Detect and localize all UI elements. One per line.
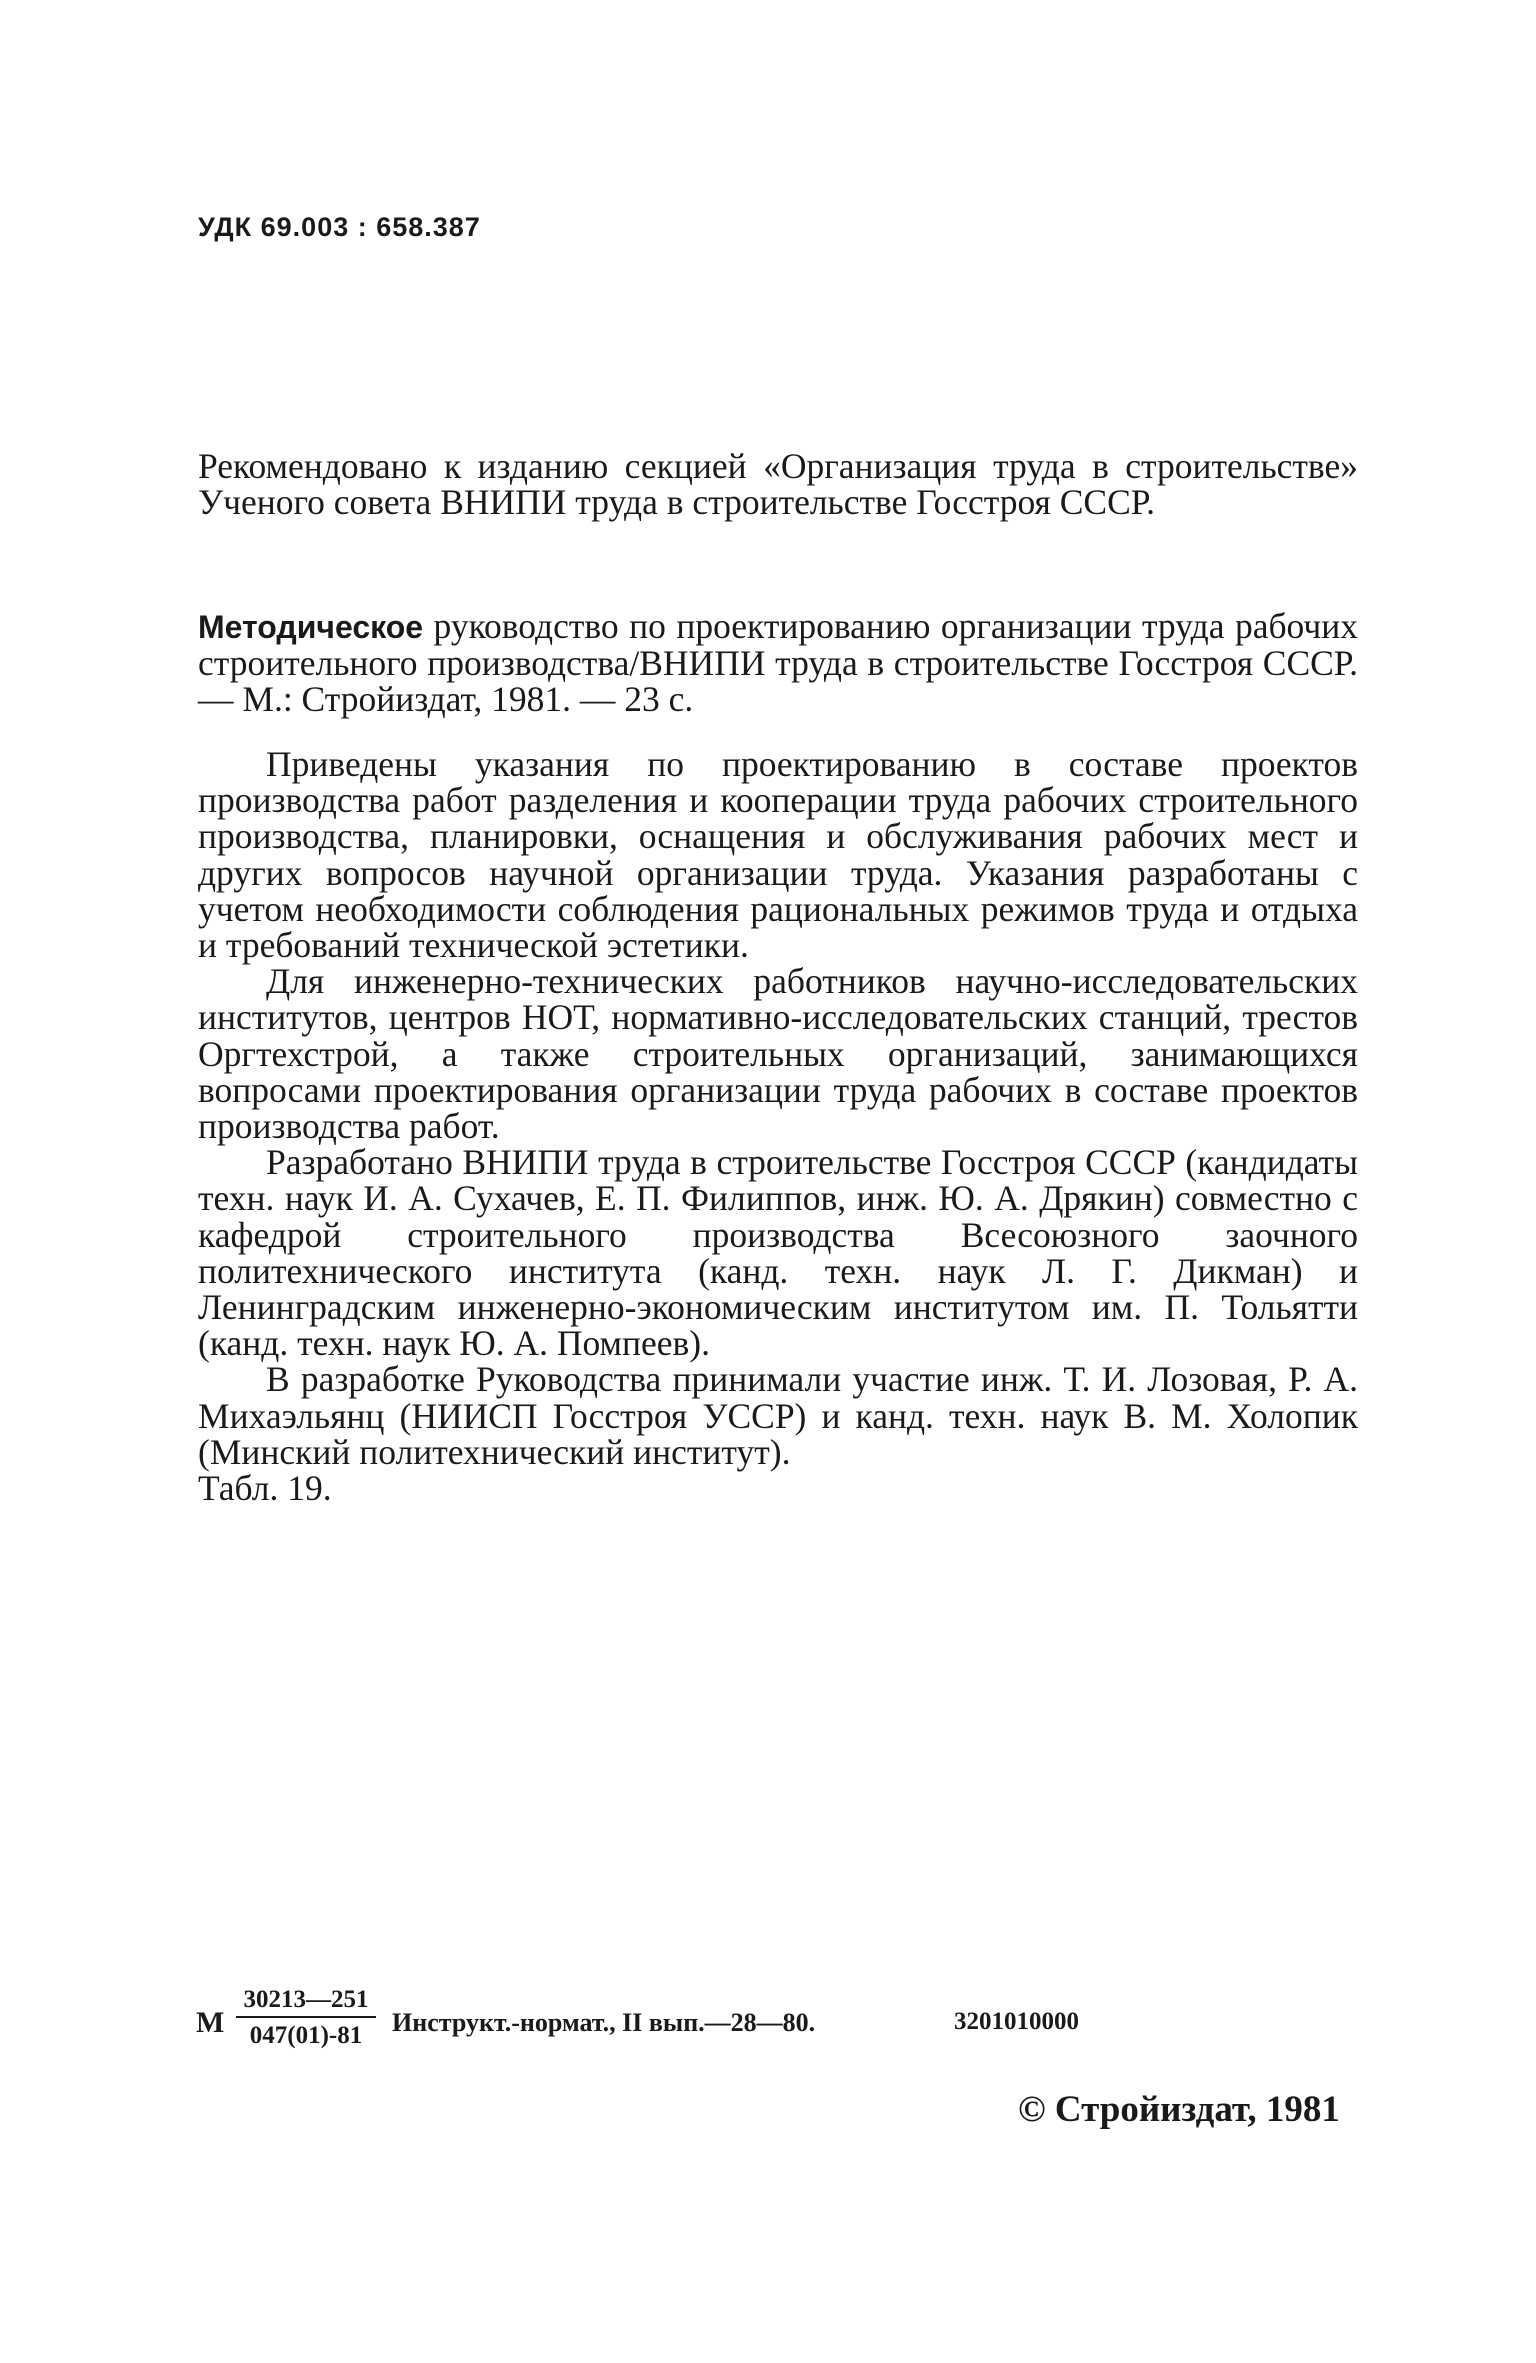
table-count: Табл. 19. bbox=[198, 1468, 332, 1509]
instruction-note: Инструкт.-нормат., II вып.—28—80. bbox=[392, 2008, 816, 2037]
bibliographic-rest: руководство по проектированию организации труда рабочих строительного производства/ВНИПИ труда в строительстве Госстроя СССР. — М.: Стройиздат, 1981. — 23 с. bbox=[198, 606, 1358, 720]
index-letter: М bbox=[196, 2006, 225, 2039]
index-numerator: 30213—251 bbox=[236, 1986, 376, 2018]
abstract-block bbox=[198, 744, 1358, 1509]
bibliographic-text bbox=[198, 608, 1358, 718]
bibliographic-lead: Методическое bbox=[198, 609, 424, 645]
udk-code: УДК 69.003 : 658.387 bbox=[198, 212, 481, 242]
index-denominator: 047(01)-81 bbox=[249, 2022, 363, 2049]
publication-index bbox=[196, 1986, 1396, 2076]
recommendation-text: Рекомендовано к изданию секцией «Организация труда в строительстве» Ученого совета ВНИПИ труда в строительстве Госстроя СССР. bbox=[198, 446, 1358, 523]
abstract-paragraph: Разработано ВНИПИ труда в строительстве Госстроя СССР (кандидаты техн. наук И. А. Сухачев, Е. П. Филиппов, инж. Ю. А. Дрякин) совместно с кафедрой строительного производства Всесоюзного заочного политехнического института (канд. техн. наук Л. Г. Дикман) и Ленинградским инженерно-экономическим институтом им. П. Тольятти (канд. техн. наук Ю. А. Помпеев). bbox=[198, 1142, 1358, 1364]
abstract-paragraph: Для инженерно-технических работников научно-исследовательских институтов, центров НОТ, нормативно-исследовательских станций, трестов Оргтехстрой, а также строительных организаций, занимающихся вопросами проектирования организации труда рабочих в составе проектов производства работ. bbox=[198, 961, 1358, 1147]
recommendation-block bbox=[198, 446, 1358, 523]
classification-code: 3201010000 bbox=[954, 2008, 1079, 2035]
abstract-paragraph: Приведены указания по проектированию в составе проектов производства работ разделения и кооперации труда рабочих строительного производства, планировки, оснащения и обслуживания рабочих мест и других вопросов научной организации труда. Указания разработаны с учетом необходимости соблюдения рациональных режимов труда и отдыха и требований технической эстетики. bbox=[198, 744, 1358, 966]
index-fraction bbox=[236, 1986, 376, 2050]
abstract-paragraph: В разработке Руководства принимали участие инж. Т. И. Лозовая, Р. А. Михаэльянц (НИИСП Госстроя УССР) и канд. техн. наук В. М. Холопик (Минский политехнический институт). bbox=[198, 1359, 1358, 1472]
copyright-notice: © Стройиздат, 1981 bbox=[1018, 2089, 1340, 2130]
bibliographic-block bbox=[198, 608, 1358, 718]
